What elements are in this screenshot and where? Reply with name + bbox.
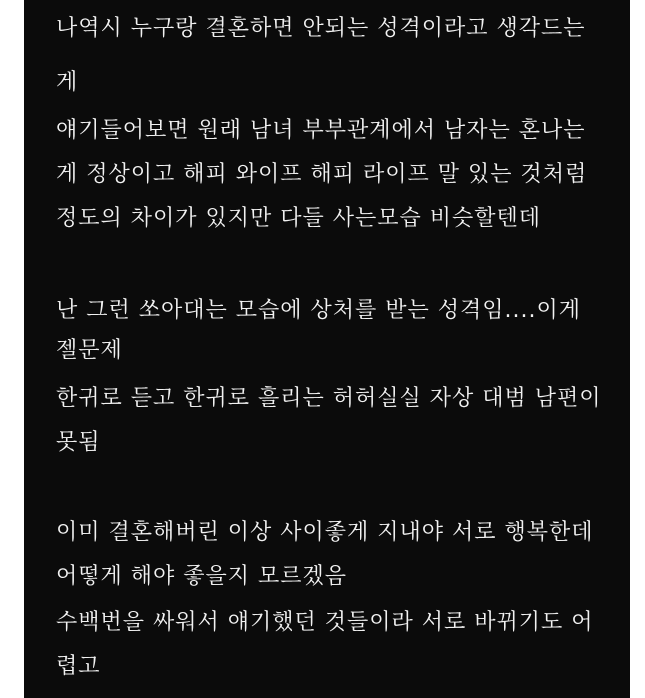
post-line: 수백번을 싸워서 얘기했던 것들이라 서로 바뀌기도 어 <box>56 610 594 635</box>
post-line: 못됨 <box>56 430 101 455</box>
post-line: 정도의 차이가 있지만 다들 사는모습 비슷할텐데 <box>56 206 542 231</box>
post-line: 게 <box>56 70 79 95</box>
post-line: 이미 결혼해버린 이상 사이좋게 지내야 서로 행복한데 <box>56 520 594 545</box>
post-line: 난 그런 쏘아대는 모습에 상처를 받는 성격임....이게 <box>56 298 581 323</box>
post-line: 한귀로 듣고 한귀로 흘리는 허허실실 자상 대범 남편이 <box>56 386 602 411</box>
post-line: 렵고 <box>56 654 101 679</box>
post-line: 어떻게 해야 좋을지 모르겠음 <box>56 564 348 589</box>
post-line: 얘기들어보면 원래 남녀 부부관계에서 남자는 혼나는 <box>56 118 586 143</box>
post-line: 나역시 누구랑 결혼하면 안되는 성격이라고 생각드는 <box>56 16 586 41</box>
post-text-panel <box>24 0 630 698</box>
post-line: 게 정상이고 해피 와이프 해피 라이프 말 있는 것처럼 <box>56 162 588 187</box>
post-line: 젤문제 <box>56 338 123 363</box>
